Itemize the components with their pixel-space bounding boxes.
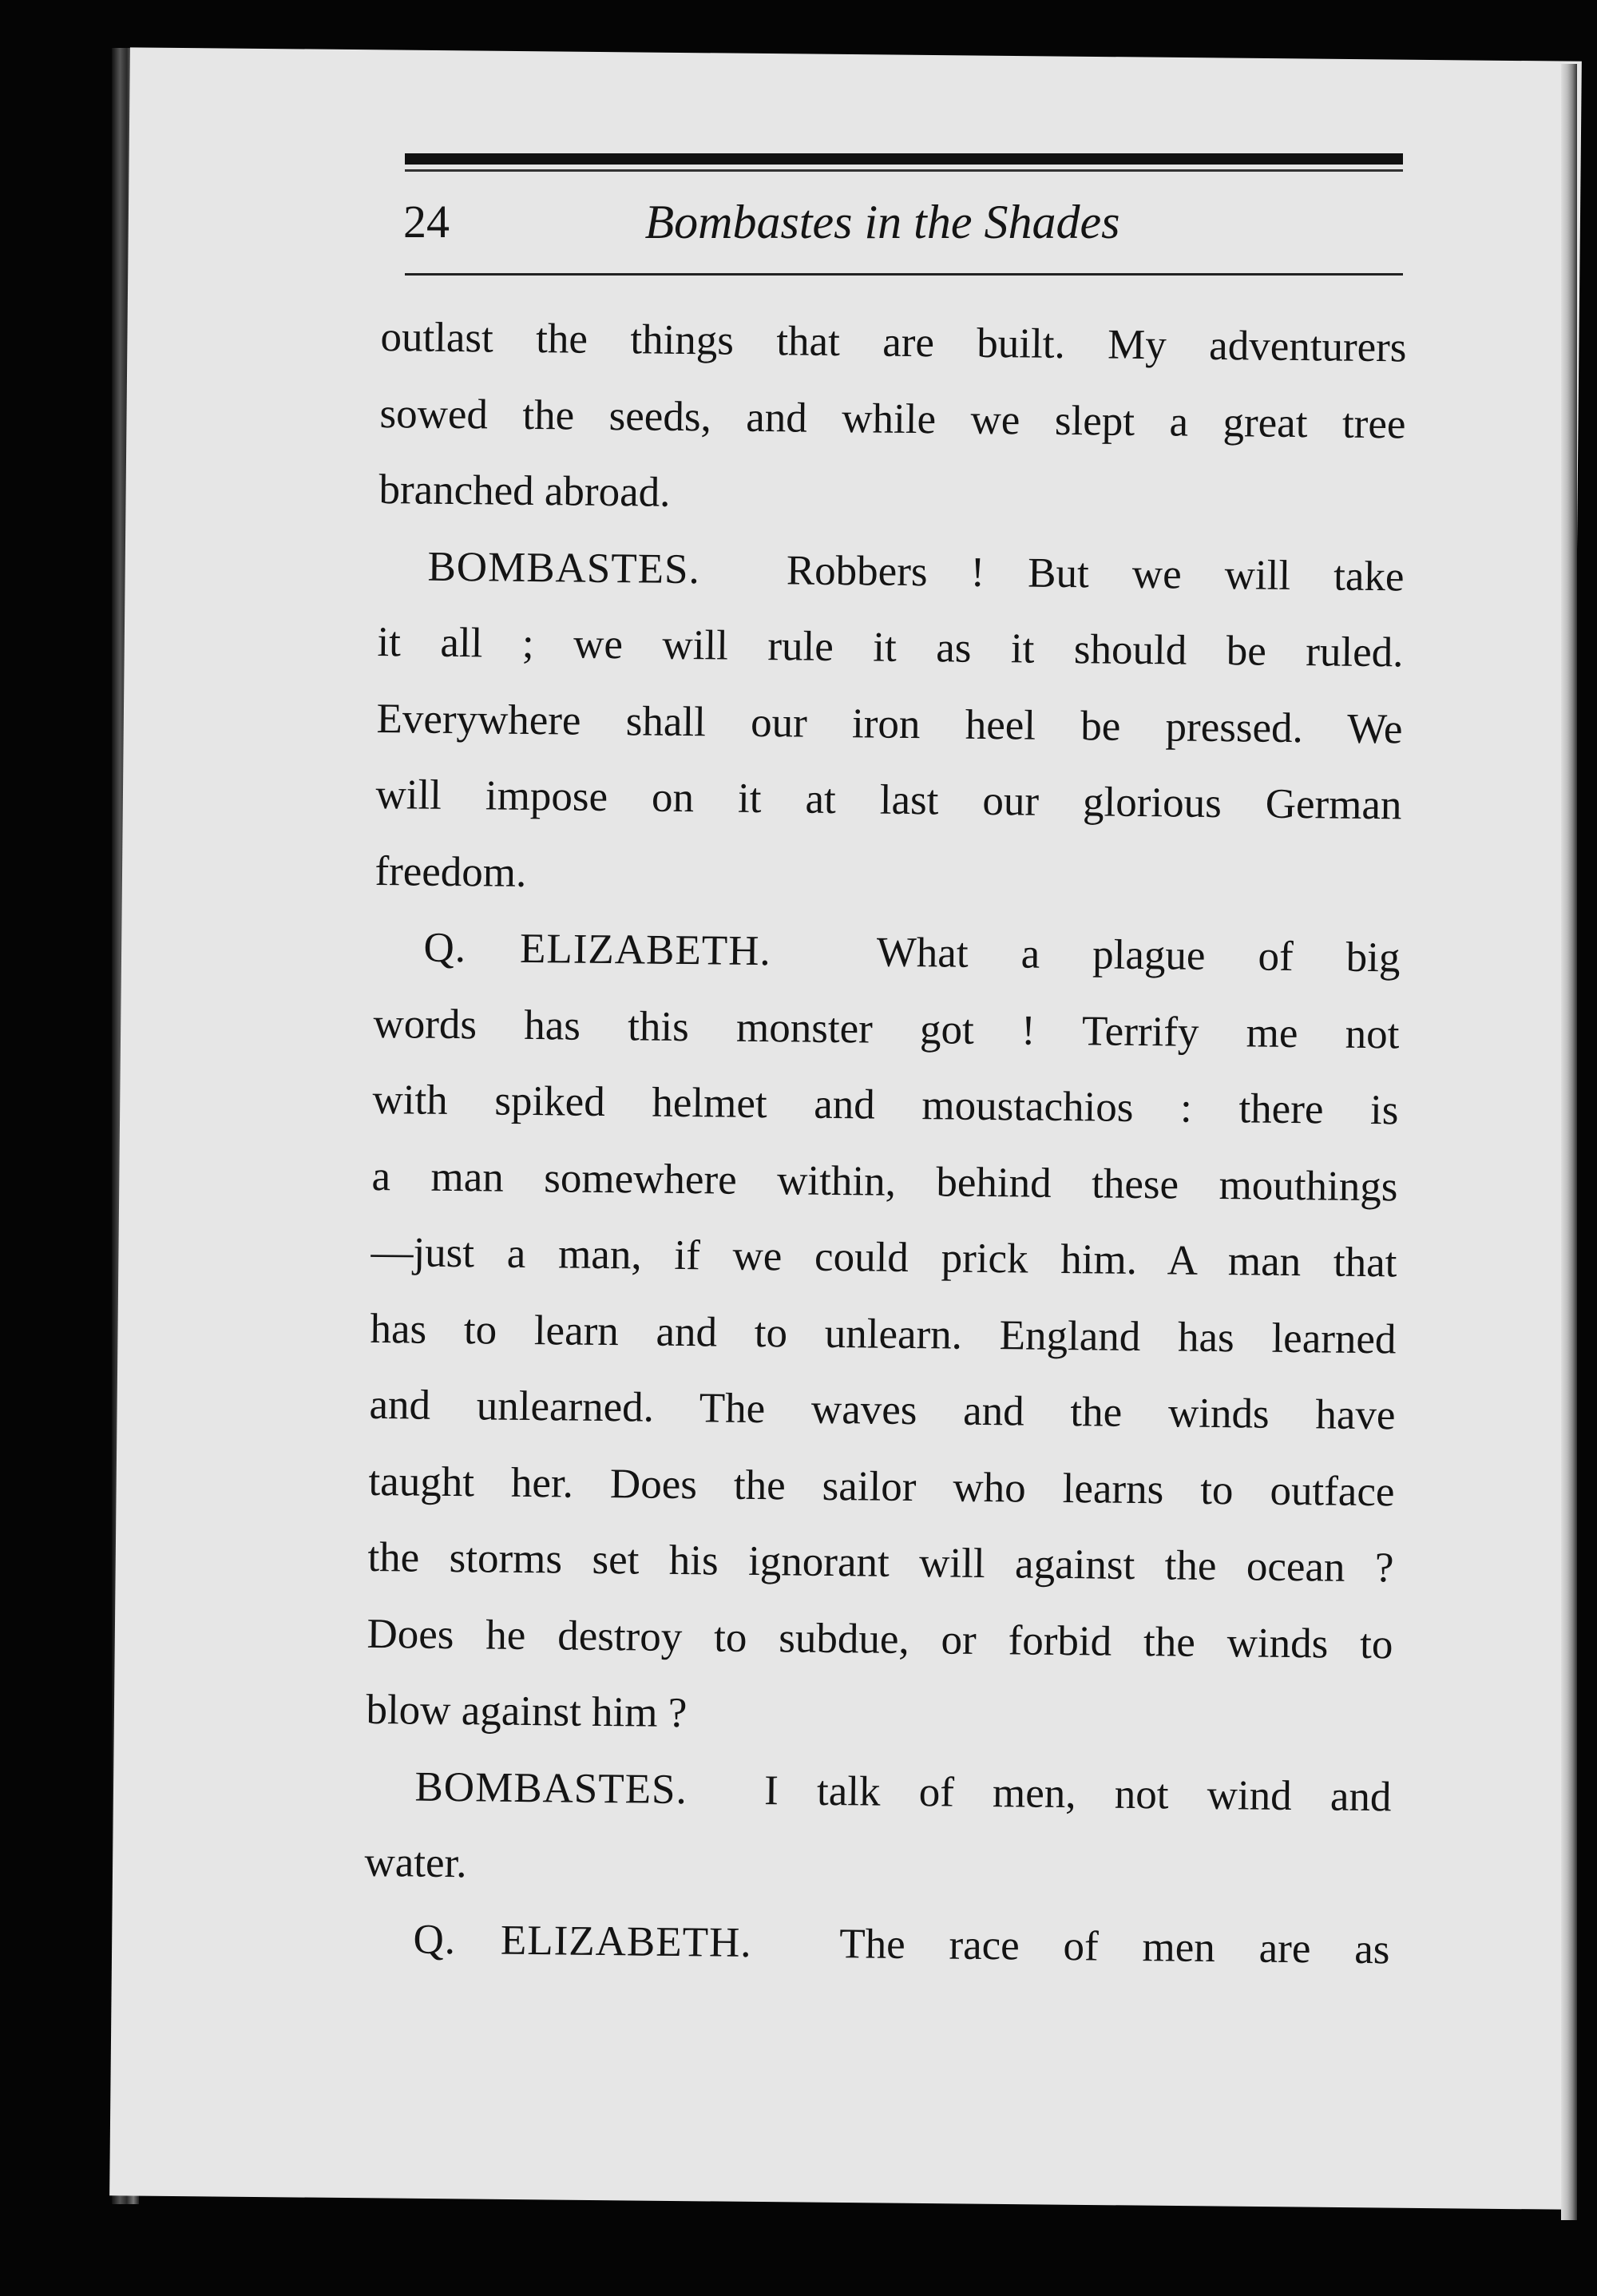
dialogue-line [378, 528, 1405, 615]
header-rule-thick [405, 153, 1403, 165]
speaker-name: Q. ELIZABETH. [423, 924, 772, 975]
running-header [403, 190, 1401, 262]
speaker-name: BOMBASTES. [414, 1763, 688, 1813]
dialogue-line [365, 1748, 1392, 1835]
text-line: it all ; we will rule it as it should be ruled. [377, 618, 1404, 676]
dialogue-line [363, 1901, 1390, 1988]
text-line: Does he destroy to subdue, or forbid the winds to [367, 1610, 1393, 1667]
text-line: taught her. Does the sailor who learns to outface [368, 1457, 1395, 1515]
page-stack-edge [1561, 64, 1577, 2220]
text-line: blow against him ? [366, 1686, 688, 1737]
text-line: —just a man, if we could prick him. A man that [371, 1228, 1397, 1287]
text-line: words has this monster got ! Terrify me not [373, 1000, 1400, 1057]
page-body [363, 299, 1407, 1988]
text-line: with spiked helmet and moustachios : there is [372, 1076, 1399, 1134]
header-rule-thin [405, 169, 1403, 172]
text-line: the storms set his ignorant will against the ocean ? [367, 1533, 1394, 1592]
text-line: a man somewhere within, behind these mouthings [371, 1152, 1398, 1210]
text-line: outlast the things that are built. My adventurers [380, 313, 1407, 371]
page-number: 24 [403, 196, 450, 248]
running-title: Bombastes in the Shades [644, 196, 1120, 248]
text-line: sowed the seeds, and while we slept a great tree [379, 390, 1406, 447]
speech-text: The race of men are as [838, 1920, 1390, 1973]
text-line: has to learn and to unlearn. England has learned [370, 1305, 1397, 1362]
dialogue-line [374, 910, 1401, 997]
header-divider [405, 273, 1403, 276]
speaker-name: Q. ELIZABETH. [413, 1916, 752, 1966]
text-line: branched abroad. [378, 466, 671, 516]
text-line: will impose on it at last our glorious German [375, 771, 1402, 829]
speech-text: I talk of men, not wind and [763, 1767, 1392, 1820]
text-line: Everywhere shall our iron heel be pressed. We [376, 695, 1403, 752]
speaker-name: BOMBASTES. [427, 543, 701, 593]
speech-text: Robbers ! But we will take [786, 546, 1405, 600]
text-line: water. [364, 1838, 467, 1887]
text-line: freedom. [374, 847, 527, 896]
text-line: and unlearned. The waves and the winds have [369, 1381, 1396, 1439]
speech-text: What a plague of big [876, 929, 1401, 981]
